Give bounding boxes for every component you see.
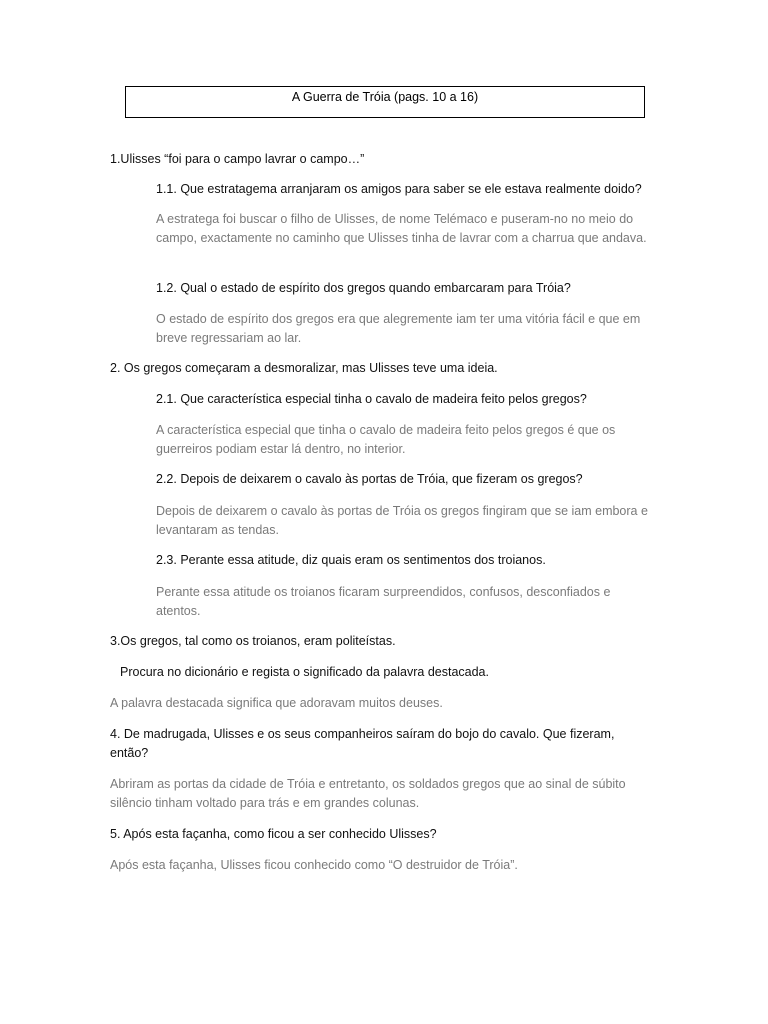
question-2-1: 2.1. Que característica especial tinha o cavalo de madeira feito pelos gregos?: [156, 392, 587, 406]
answer-1-2: O estado de espírito dos gregos era que alegremente iam ter uma vitória fácil e que em breve regressariam ao lar.: [156, 312, 641, 345]
question-1-1: 1.1. Que estratagema arranjaram os amigos para saber se ele estava realmente doido?: [156, 182, 642, 196]
answer-2-2: Depois de deixarem o cavalo às portas de Tróia os gregos fingiram que se iam embora e levantaram as tendas.: [156, 504, 648, 537]
question-1: 1.Ulisses “foi para o campo lavrar o campo…”: [110, 152, 365, 166]
question-2: 2. Os gregos começaram a desmoralizar, mas Ulisses teve uma ideia.: [110, 361, 498, 375]
answer-2-3: Perante essa atitude os troianos ficaram surpreendidos, confusos, desconfiados e atentos.: [156, 585, 611, 618]
question-4: 4. De madrugada, Ulisses e os seus companheiros saíram do bojo do cavalo. Que fizeram, então?: [110, 727, 615, 760]
instruction-3: Procura no dicionário e regista o significado da palavra destacada.: [120, 665, 489, 679]
question-5: 5. Após esta façanha, como ficou a ser conhecido Ulisses?: [110, 827, 437, 841]
answer-4: Abriram as portas da cidade de Tróia e entretanto, os soldados gregos que ao sinal de súbito silêncio tinham voltado para trás e em grandes colunas.: [110, 777, 626, 810]
question-2-3: 2.3. Perante essa atitude, diz quais eram os sentimentos dos troianos.: [156, 553, 546, 567]
answer-2-1: A característica especial que tinha o cavalo de madeira feito pelos gregos é que os guerreiros podiam estar lá dentro, no interior.: [156, 423, 616, 456]
question-2-2: 2.2. Depois de deixarem o cavalo às portas de Tróia, que fizeram os gregos?: [156, 472, 583, 486]
answer-5: Após esta façanha, Ulisses ficou conhecido como “O destruidor de Tróia”.: [110, 858, 518, 872]
question-3: 3.Os gregos, tal como os troianos, eram politeístas.: [110, 634, 396, 648]
answer-1-1: A estratega foi buscar o filho de Ulisses, de nome Telémaco e puseram-no no meio do campo, exactamente no caminho que Ulisses tinha de lavrar com a charrua que andava.: [156, 212, 647, 245]
document-title: A Guerra de Tróia (pags. 10 a 16): [125, 86, 645, 118]
answer-3: A palavra destacada significa que adoravam muitos deuses.: [110, 696, 443, 710]
question-1-2: 1.2. Qual o estado de espírito dos gregos quando embarcaram para Tróia?: [156, 281, 571, 295]
